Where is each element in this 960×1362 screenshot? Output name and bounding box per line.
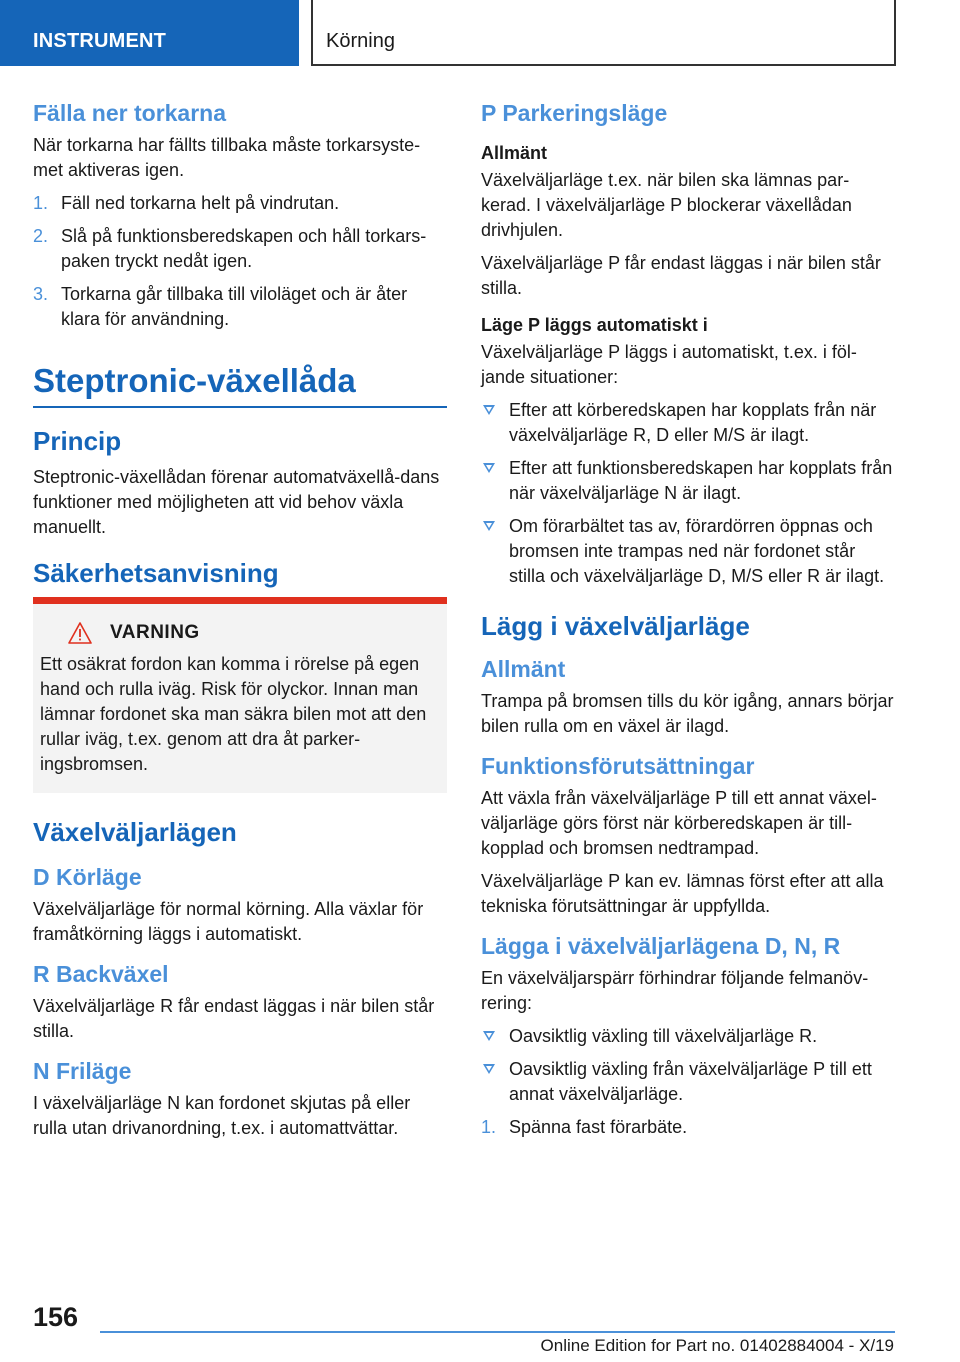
warning-header <box>68 622 439 644</box>
drive-position-heading: D Körläge <box>33 864 142 890</box>
principle-heading: Princip <box>33 426 122 456</box>
list-item <box>33 282 447 332</box>
page-footer <box>0 1290 960 1362</box>
step-number: 2. <box>33 226 49 246</box>
neutral-position-text: I växelväljarläge N kan fordonet skjutas på eller rulla utan drivanordning, t.ex. i automattvättar. <box>33 1093 411 1138</box>
list-item <box>33 224 447 274</box>
park-auto-text: Växelväljarläge P läggs i automatiskt, t.ex. i föl-jande situationer: <box>481 342 857 387</box>
step-text: Fäll ned torkarna helt på vindrutan. <box>61 193 340 213</box>
edition-text: Online Edition for Part no. 01402884004 - X/19 <box>540 1336 894 1355</box>
dnr-heading: Lägga i växelväljarlägena D, N, R <box>481 933 841 959</box>
list-item <box>481 1024 895 1049</box>
reverse-position-text: Växelväljarläge R får endast läggas i när bilen står stilla. <box>33 996 435 1041</box>
page-number: 156 <box>33 1302 79 1332</box>
bullet-text: Efter att körberedskapen har kopplats från när växelväljarläge R, D eller M/S är ilagt. <box>509 400 877 445</box>
prerequisites-text: Att växla från växelväljarläge P till ett annat växel-väljarläge görs först när körberedskapen är till-kopplad och bromsen nedtrampad. <box>481 788 877 858</box>
fold-wipers-steps <box>33 191 447 332</box>
list-item <box>33 191 447 216</box>
dnr-list <box>481 1024 895 1107</box>
engage-heading: Lägg i växelväljarläge <box>481 611 750 641</box>
engage-general-heading: Allmänt <box>481 656 566 682</box>
step-number: 3. <box>33 284 49 304</box>
principle-text: Steptronic-växellådan förenar automatväxellå-dans funktioner med möjligheten att vid behov växla manuellt. <box>33 467 440 537</box>
neutral-position-heading: N Friläge <box>33 1058 132 1084</box>
warning-label: VARNING <box>110 622 200 643</box>
park-position-heading: P Parkeringsläge <box>481 100 668 126</box>
list-item <box>481 514 895 589</box>
drive-position-text: Växelväljarläge för normal körning. Alla växlar för framåtkörning läggs i automatiskt. <box>33 899 424 944</box>
park-auto-list <box>481 398 895 589</box>
bullet-text: Efter att funktionsberedskapen har kopplats från när växelväljarläge N är ilagt. <box>509 458 893 503</box>
left-column <box>33 100 447 1149</box>
positions-heading: Växelväljarlägen <box>33 817 237 847</box>
bullet-triangle-icon <box>483 1031 495 1041</box>
chapter-heading: Steptronic-växellåda <box>33 362 447 408</box>
step-text: Torkarna går tillbaka till viloläget och är åter klara för användning. <box>61 284 408 329</box>
reverse-position-heading: R Backväxel <box>33 961 169 987</box>
fold-wipers-heading: Fälla ner torkarna <box>33 100 227 126</box>
list-item <box>481 1115 895 1140</box>
page-header <box>0 0 960 66</box>
bullet-triangle-icon <box>483 405 495 415</box>
section-tab: INSTRUMENT <box>0 0 299 66</box>
bullet-triangle-icon <box>483 1064 495 1074</box>
warning-text: Ett osäkrat fordon kan komma i rörelse på egen hand och rulla iväg. Risk för olyckor. Innan man lämnar fordonet ska man säkra bilen mot att den rullar iväg, t.ex. genom att dra åt parker-ingsbromsen. <box>40 654 427 774</box>
warning-triangle-icon <box>68 622 92 644</box>
park-auto-label: Läge P läggs automatiskt i <box>481 315 708 335</box>
park-general-text: Växelväljarläge t.ex. när bilen ska lämnas par-kerad. I växelväljarläge P blockerar växellådan drivhjulen. <box>481 170 852 240</box>
bullet-text: Oavsiktlig växling från växelväljarläge P till ett annat växelväljarläge. <box>509 1059 872 1104</box>
step-number: 1. <box>33 193 49 213</box>
step-text: Spänna fast förarbäte. <box>509 1117 688 1137</box>
step-text: Slå på funktionsberedskapen och håll torkars-paken tryckt nedåt igen. <box>61 226 427 271</box>
park-general-text-2: Växelväljarläge P får endast läggas i när bilen står stilla. <box>481 253 881 298</box>
prerequisites-heading: Funktionsförutsättningar <box>481 753 755 779</box>
bullet-text: Om förarbältet tas av, förardörren öppnas och bromsen inte trampas ned när fordonet står stilla och växelväljarläge D, M/S eller R är ilagt. <box>509 516 885 586</box>
dnr-text: En växelväljarspärr förhindrar följande felmanöv-rering: <box>481 968 869 1013</box>
safety-heading: Säkerhetsanvisning <box>33 558 279 588</box>
chapter-tab: Körning <box>311 0 896 66</box>
bullet-text: Oavsiktlig växling till växelväljarläge R. <box>509 1026 818 1046</box>
list-item <box>481 398 895 448</box>
right-column <box>481 100 895 1148</box>
bullet-triangle-icon <box>483 463 495 473</box>
footer-divider <box>100 1331 895 1333</box>
bullet-triangle-icon <box>483 521 495 531</box>
fold-wipers-text: När torkarna har fällts tillbaka måste torkarsyste-met aktiveras igen. <box>33 135 421 180</box>
warning-box <box>33 597 447 793</box>
park-general-label: Allmänt <box>481 143 548 163</box>
list-item <box>481 1057 895 1107</box>
list-item <box>481 456 895 506</box>
engage-general-text: Trampa på bromsen tills du kör igång, annars börjar bilen rulla om en växel är ilagd. <box>481 691 894 736</box>
step-number: 1. <box>481 1117 497 1137</box>
prerequisites-text-2: Växelväljarläge P kan ev. lämnas först efter att alla tekniska förutsättningar är uppfyllda. <box>481 871 884 916</box>
dnr-steps <box>481 1115 895 1140</box>
